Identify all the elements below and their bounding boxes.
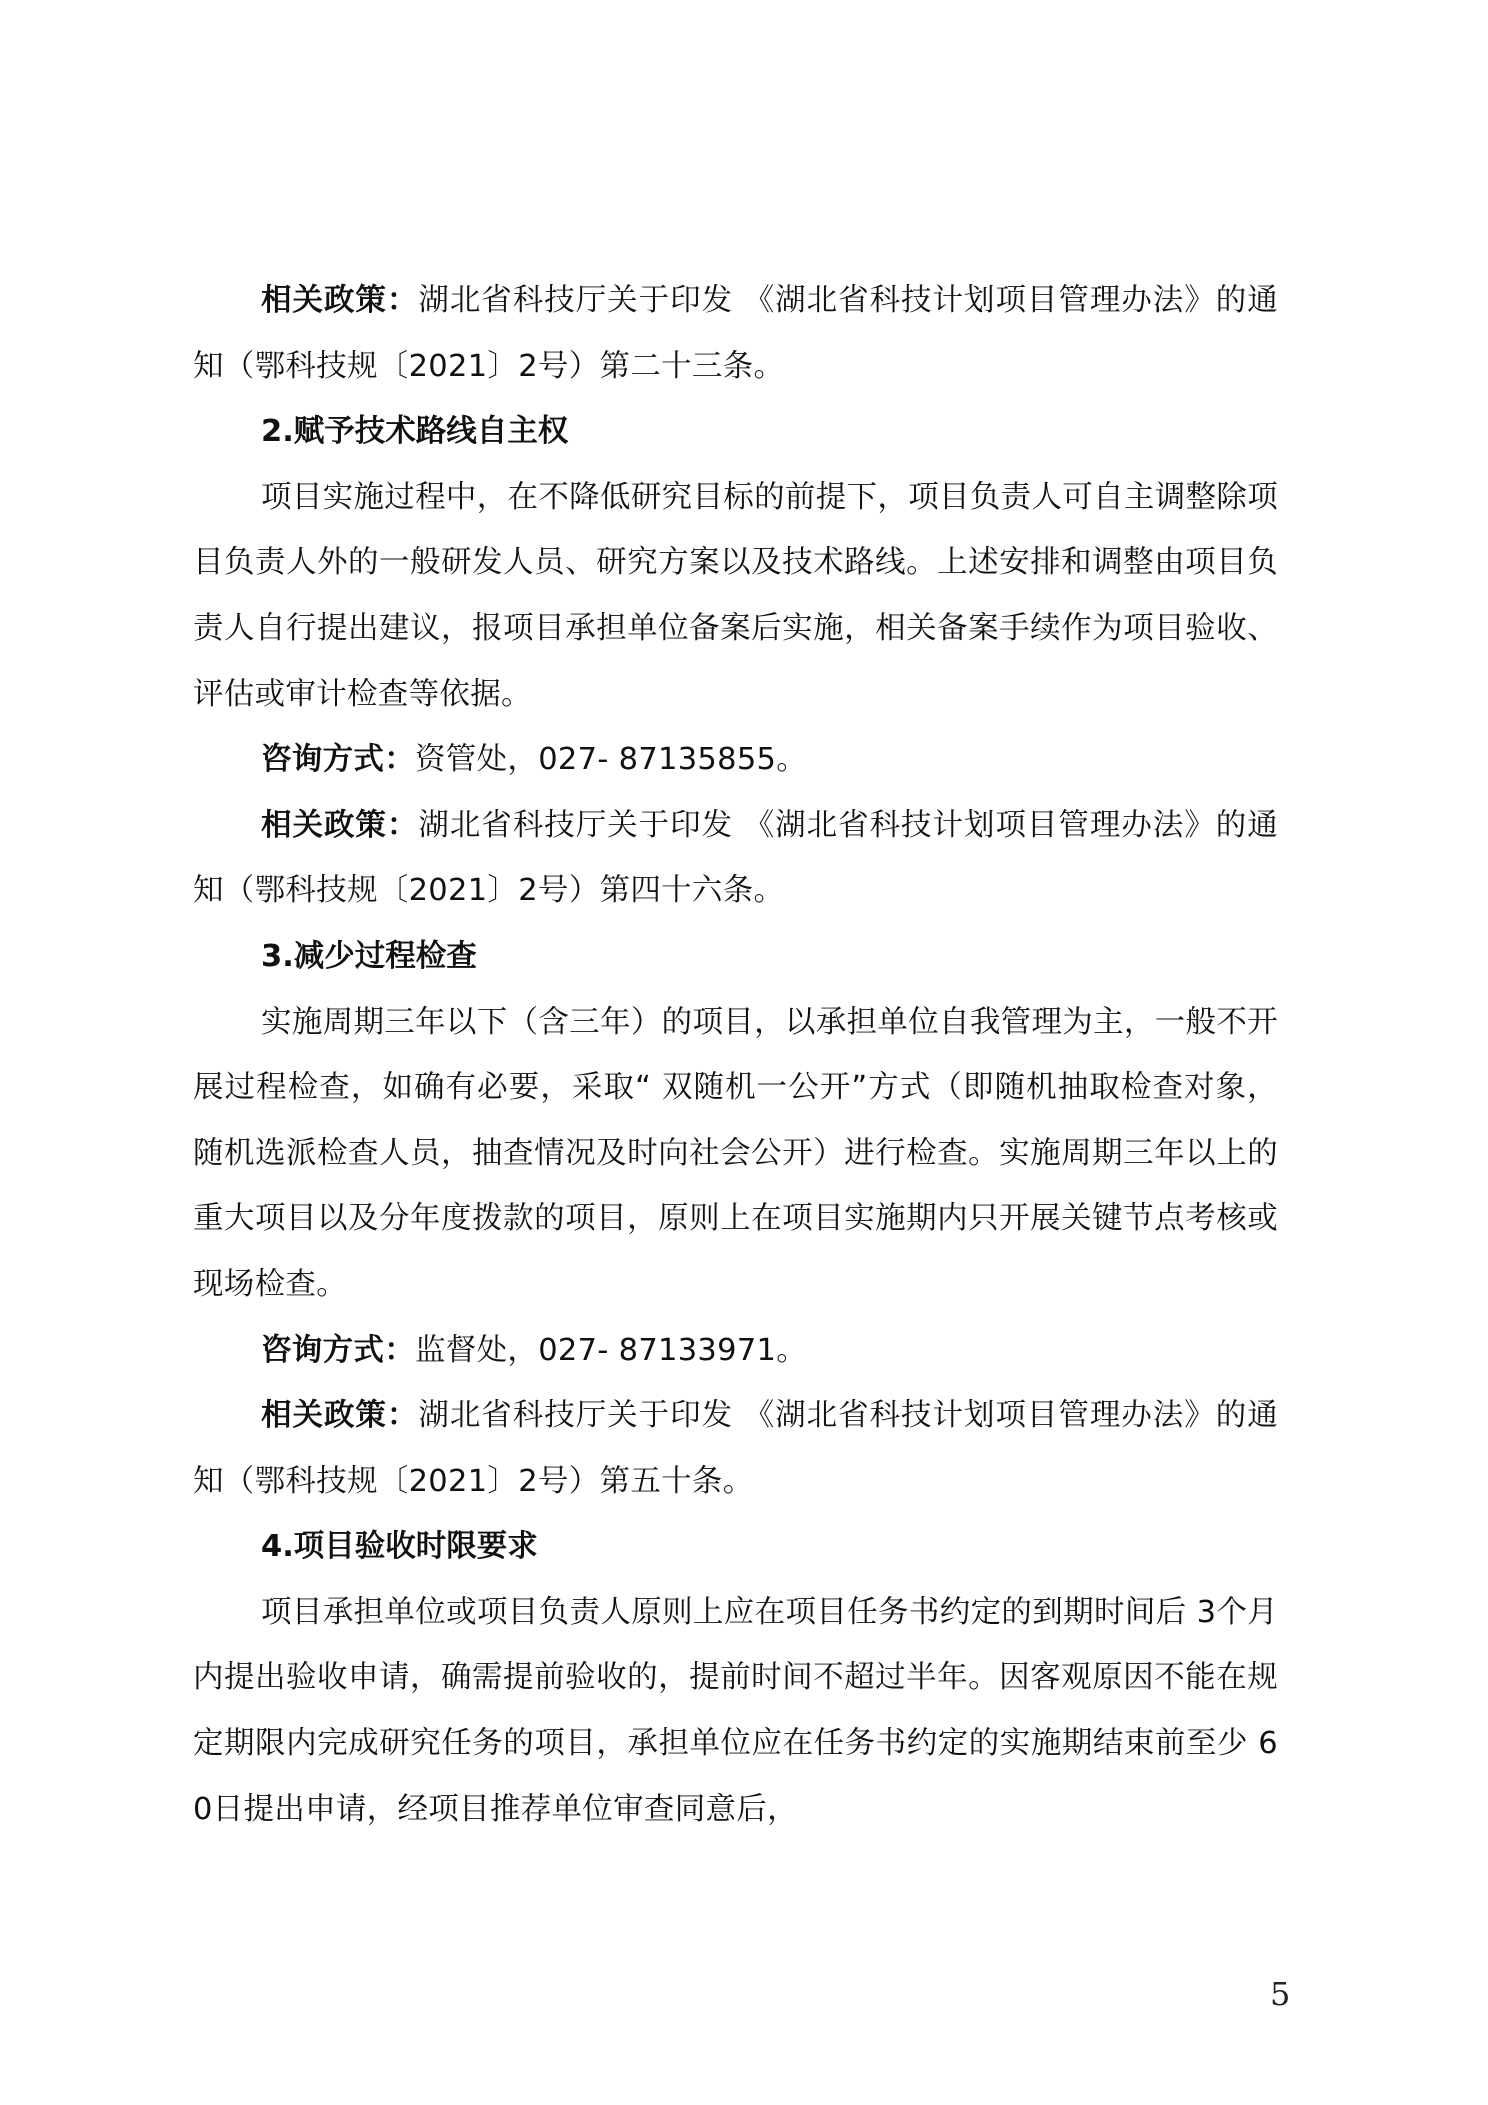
page-number: 5 xyxy=(1270,1975,1291,2013)
contact-info-2 xyxy=(193,1318,1278,1384)
policy-text: 湖北省科技厅关于印发 《湖北省科技计划项目管理办法》的通知（鄂科技规〔2021〕2号）第五十条。 xyxy=(193,1398,1279,1499)
contact-text: 监督处，027- 87133971。 xyxy=(415,1332,808,1368)
policy-label: 相关政策： xyxy=(261,1398,419,1434)
section-4-paragraph: 项目承担单位或项目负责人原则上应在项目任务书约定的到期时间后 3个月内提出验收申请，确需提前验收的，提前时间不超过半年。因客观原因不能在规定期限内完成研究任务的项目，承担单位应在任务书约定的实施期结束前至少 60日提出申请，经项目推荐单位审查同意后， xyxy=(193,1594,1278,1827)
policy-text: 湖北省科技厅关于印发 《湖北省科技计划项目管理办法》的通知（鄂科技规〔2021〕2号）第四十六条。 xyxy=(193,807,1279,909)
policy-reference-1 xyxy=(193,268,1278,399)
policy-reference-2 xyxy=(193,793,1278,924)
document-body xyxy=(193,268,1278,1842)
contact-info-1 xyxy=(193,727,1278,793)
section-heading-2: 2.赋予技术路线自主权 xyxy=(261,414,569,450)
section-3-paragraph: 实施周期三年以下（含三年）的项目，以承担单位自我管理为主，一般不开展过程检查，如确有必要，采取“ 双随机一公开”方式（即随机抽取检查对象，随机选派检查人员，抽查情况及时向社会公开）进行检查。实施周期三年以上的重大项目以及分年度拨款的项目，原则上在项目实施期内只开展关键节点考核或现场检查。 xyxy=(193,1004,1278,1302)
section-heading-4: 4.项目验收时限要求 xyxy=(261,1529,538,1565)
section-heading-3: 3.减少过程检查 xyxy=(261,938,477,974)
contact-label: 咨询方式： xyxy=(261,742,415,778)
policy-text: 湖北省科技厅关于印发 《湖北省科技计划项目管理办法》的通知（鄂科技规〔2021〕2号）第二十三条。 xyxy=(193,283,1279,384)
contact-label: 咨询方式： xyxy=(261,1332,415,1368)
policy-label: 相关政策： xyxy=(261,807,419,843)
policy-reference-3 xyxy=(193,1383,1278,1514)
policy-label: 相关政策： xyxy=(261,283,419,318)
section-2-paragraph: 项目实施过程中，在不降低研究目标的前提下，项目负责人可自主调整除项目负责人外的一般研发人员、研究方案以及技术路线。上述安排和调整由项目负责人自行提出建议，报项目承担单位备案后实施，相关备案手续作为项目验收、评估或审计检查等依据。 xyxy=(193,479,1278,712)
contact-text: 资管处，027- 87135855。 xyxy=(415,742,808,778)
